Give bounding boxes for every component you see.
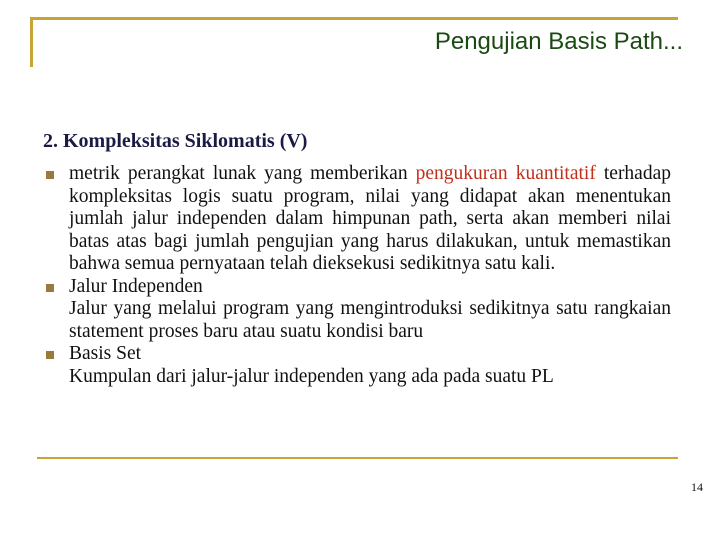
bullet-item-jalur-independen — [43, 276, 671, 344]
slide-content — [43, 163, 671, 388]
frame-left-border — [30, 17, 33, 67]
bullet-description: Jalur yang melalui program yang mengintroduksi sedikitnya satu rangkaian statement proses baru atau suatu kondisi baru — [69, 298, 671, 342]
bullet-item-definition — [43, 163, 671, 276]
definition-text-pre: metrik perangkat lunak yang memberikan — [69, 163, 416, 184]
bullet-label: Basis Set — [69, 343, 142, 364]
page-number: 14 — [691, 480, 703, 494]
square-bullet-icon — [46, 351, 54, 359]
footer-divider — [37, 457, 678, 459]
square-bullet-icon — [46, 284, 54, 292]
bullet-item-basis-set — [43, 343, 671, 388]
bullet-description: Kumpulan dari jalur-jalur independen yang ada pada suatu PL — [69, 365, 554, 387]
frame-top-border — [30, 17, 678, 20]
definition-text-post: terhadap kompleksitas logis suatu program, nilai yang didapat akan menentukan jumlah jalur independen dalam himpunan path, serta akan memberi nilai batas atas bagi jumlah pengujian yang harus dilakukan, untuk memastikan bahwa semua pernyataan telah dieksekusi sedikitnya satu kali. — [69, 163, 671, 274]
square-bullet-icon — [46, 171, 54, 179]
slide-title: Pengujian Basis Path... — [434, 28, 683, 55]
definition-highlight: pengukuran kuantitatif — [415, 163, 596, 184]
section-heading: 2. Kompleksitas Siklomatis (V) — [43, 130, 308, 152]
bullet-label: Jalur Independen — [69, 275, 203, 297]
